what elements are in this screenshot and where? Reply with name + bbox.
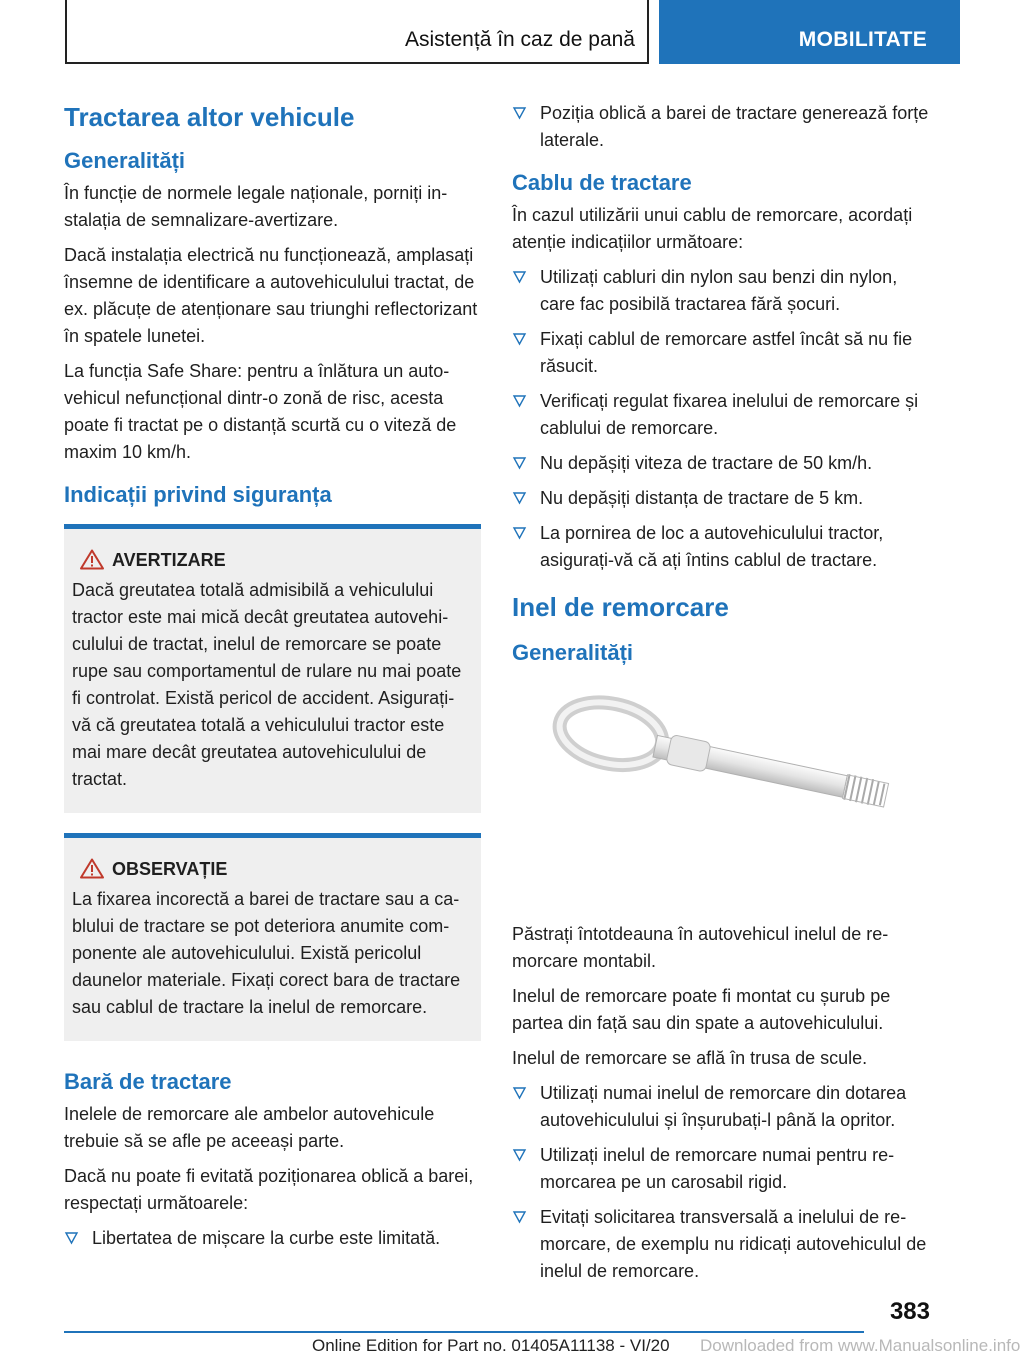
general-heading: Generalități [64, 148, 186, 173]
ring-general-heading: Generalități [512, 640, 634, 665]
ring-bullet-list [512, 1080, 932, 1285]
triangle-bullet-icon [65, 1232, 78, 1244]
cable-bullet-list [512, 264, 932, 574]
list-item-text: Utilizați numai inelul de remorcare din dotarea autovehiculului și înșurubați-l până la opritor. [540, 1083, 907, 1130]
list-item-text: Evitați solicitarea transversală a inelului de remorcare, de exemplu nu ridicați autovehiculul de inelul de remorcare. [540, 1207, 927, 1281]
bar-bullet-list-continued [512, 100, 932, 154]
general-paragraph-3: La funcția Safe Share: pentru a înlătura un autovehicul nefuncțional dintr-o zonă de risc, acesta poate fi tractat pe o distanță scurtă cu o viteză de maxim 10 km/h. [64, 361, 457, 462]
list-item [512, 388, 932, 442]
list-item-text: Libertatea de mișcare la curbe este limitată. [92, 1228, 441, 1248]
cable-paragraph-1: În cazul utilizării unui cablu de remorcare, acordați atenție indicațiilor următoare: [512, 205, 913, 252]
list-item [512, 520, 932, 574]
list-item-text: Utilizați inelul de remorcare numai pentru remorcarea pe un carosabil rigid. [540, 1145, 895, 1192]
ring-heading: Inel de remorcare [512, 592, 729, 622]
header-chapter-title: MOBILITATE [798, 28, 927, 51]
notice-title: OBSERVAȚIE [112, 859, 228, 879]
list-item-text: Poziția oblică a barei de tractare generează forțe laterale. [540, 103, 929, 150]
triangle-bullet-icon [513, 492, 526, 504]
list-item-text: Utilizați cabluri din nylon sau benzi din nylon, care fac posibilă tractarea fără șocuri. [540, 267, 898, 314]
page-number: 383 [889, 1298, 930, 1325]
tow-ring-image [512, 688, 932, 898]
footer-watermark: Downloaded from www.Manualsonline.info [700, 1336, 1020, 1355]
list-item-text: Fixați cablul de remorcare astfel încât să nu fie răsucit. [540, 329, 913, 376]
list-item [512, 1142, 932, 1196]
ring-paragraph-2: Inelul de remorcare poate fi montat cu șurub pe partea din față sau din spate a autovehiculului. [512, 986, 891, 1033]
general-paragraph-1: În funcție de normele legale naționale, porniți instalația de semnalizare-avertizare. [64, 183, 448, 230]
list-item-text: Verificați regulat fixarea inelului de remorcare și cablului de remorcare. [540, 391, 919, 438]
warning-text: Dacă greutatea totală admisibilă a vehiculului tractor este mai mică decât greutatea autovehiculului de tractat, inelul de remorcare se poate rupe sau comportamentul de rulare nu mai poate fi controlat. Există pericol de accident. Asigurați-vă că greutatea totală a vehiculului tractor este mai mare decât greutatea autovehiculului de tractat. [72, 580, 462, 789]
warning-triangle-icon [80, 549, 104, 570]
general-paragraph-2: Dacă instalația electrică nu funcționează, amplasați însemne de identificare a autovehiculului tractat, de ex. plăcuțe de atenționare sau triunghi reflectorizant în spatele lunetei. [64, 245, 478, 346]
header-section-tab [65, 0, 649, 64]
left-column [64, 100, 481, 1260]
header-chapter-tab [659, 0, 960, 64]
triangle-bullet-icon [513, 271, 526, 283]
list-item [512, 450, 932, 477]
triangle-bullet-icon [513, 395, 526, 407]
list-item-text: Nu depășiți viteza de tractare de 50 km/h. [540, 453, 873, 473]
ring-paragraph-3: Inelul de remorcare se află în trusa de scule. [512, 1048, 868, 1068]
notice-triangle-icon [80, 858, 104, 879]
notice-text: La fixarea incorectă a barei de tractare sau a cablului de tractare se pot deteriora anumite componente ale autovehiculului. Există pericolul daunelor materiale. Fixați corect bara de tractare sau cablul de tractare la inelul de remorcare. [72, 889, 461, 1017]
triangle-bullet-icon [513, 1149, 526, 1161]
ring-paragraph-1: Păstrați întotdeauna în autovehicul inelul de remorcare montabil. [512, 924, 889, 971]
list-item [512, 264, 932, 318]
safety-heading: Indicații privind siguranța [64, 482, 332, 507]
list-item-text: La pornirea de loc a autovehiculului tractor, asigurați-vă că ați întins cablul de tractare. [540, 523, 884, 570]
triangle-bullet-icon [513, 1087, 526, 1099]
warning-box [64, 524, 481, 813]
cable-heading: Cablu de tractare [512, 170, 692, 195]
list-item [512, 100, 932, 154]
warning-title: AVERTIZARE [112, 550, 226, 570]
bar-bullet-list [64, 1225, 481, 1252]
warning-title-row [72, 547, 473, 573]
notice-title-row [72, 856, 473, 882]
triangle-bullet-icon [513, 1211, 526, 1223]
list-item [512, 1080, 932, 1134]
triangle-bullet-icon [513, 457, 526, 469]
header-section-title: Asistență în caz de pană [405, 28, 635, 51]
list-item [512, 326, 932, 380]
triangle-bullet-icon [513, 107, 526, 119]
bar-heading: Bară de tractare [64, 1069, 232, 1094]
notice-box [64, 833, 481, 1041]
bar-paragraph-1: Inelele de remorcare ale ambelor autovehicule trebuie să se afle pe aceeași parte. [64, 1104, 435, 1151]
triangle-bullet-icon [513, 527, 526, 539]
page-title: Tractarea altor vehicule [64, 102, 355, 132]
triangle-bullet-icon [513, 333, 526, 345]
list-item [64, 1225, 481, 1252]
list-item [512, 1204, 932, 1285]
footer-divider [64, 1331, 864, 1333]
list-item [512, 485, 932, 512]
bar-paragraph-2: Dacă nu poate fi evitată poziționarea oblică a barei, respectați următoarele: [64, 1166, 474, 1213]
right-column [512, 100, 932, 1293]
footer-edition: Online Edition for Part no. 01405A11138 - VI/20 [312, 1336, 670, 1355]
list-item-text: Nu depășiți distanța de tractare de 5 km. [540, 488, 864, 508]
